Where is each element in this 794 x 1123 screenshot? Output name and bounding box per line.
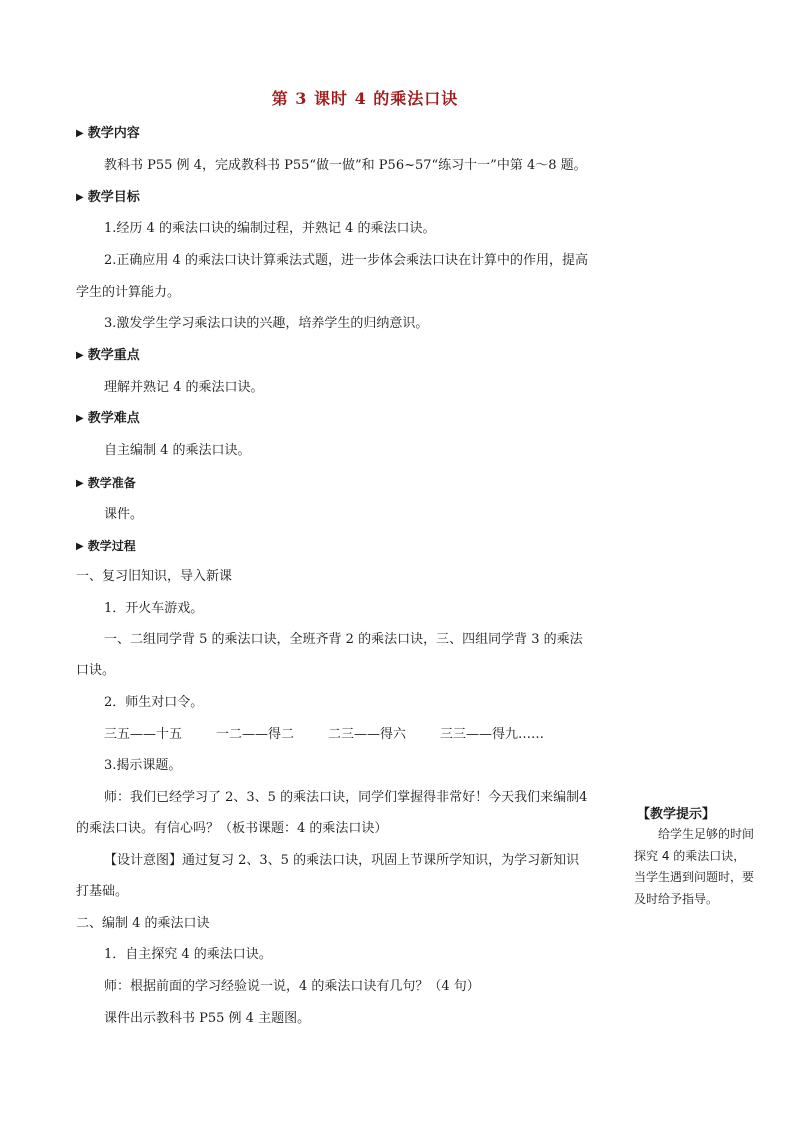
heading-difficulty: ▶ 教学难点 <box>76 409 140 429</box>
paragraph: 师：根据前面的学习经验说一说，4 的乘法口诀有几句？（4 句） <box>104 979 480 994</box>
paragraph: 2．师生对口令。 <box>104 695 204 710</box>
paragraph: 一、二组同学背 5 的乘法口诀，全班齐背 2 的乘法口诀，三、四组同学背 3 的乘法 <box>104 632 583 647</box>
paragraph: 3.揭示课题。 <box>104 758 182 773</box>
heading-key: ▶ 教学重点 <box>76 346 140 366</box>
heading-process: ▶ 教学过程 <box>76 536 136 557</box>
paragraph: 自主编制 4 的乘法口诀。 <box>104 443 251 458</box>
paragraph: 1．开火车游戏。 <box>104 601 204 616</box>
paragraph: 3.激发学生学习乘法口诀的兴趣，培养学生的归纳意识。 <box>104 316 429 331</box>
chant-item: 二三——得六 <box>328 727 407 742</box>
chant-item: 一二——得二 <box>216 727 295 742</box>
sidebar-text <box>634 824 754 910</box>
heading-content: ▶ 教学内容 <box>76 124 140 144</box>
paragraph: 师：我们已经学习了 2、3、5 的乘法口诀，同学们掌握得非常好！今天我们来编制4 <box>104 790 588 805</box>
section-heading: 一、复习旧知识，导入新课 <box>76 569 233 584</box>
paragraph: 打基础。 <box>76 884 129 899</box>
triangle-right-icon: ▶ <box>76 541 84 552</box>
paragraph: 2.正确应用 4 的乘法口诀计算乘法式题，进一步体会乘法口诀在计算中的作用，提高 <box>104 253 588 268</box>
paragraph: 口诀。 <box>76 663 116 678</box>
triangle-right-icon: ▶ <box>76 413 84 424</box>
paragraph: 1.经历 4 的乘法口诀的编制过程，并熟记 4 的乘法口诀。 <box>104 221 436 236</box>
triangle-right-icon: ▶ <box>76 192 84 203</box>
paragraph: 教科书 P55 例 4，完成教科书 P55“做一做”和 P56~57“练习十一”中第 4～8 题。 <box>104 158 587 173</box>
heading-prep: ▶ 教学准备 <box>76 473 136 494</box>
section-heading: 二、编制 4 的乘法口诀 <box>76 916 210 931</box>
chant-item: 三三——得九…… <box>440 727 545 742</box>
page-title: 第 3 课时 4 的乘法口诀 <box>271 89 459 108</box>
paragraph: 理解并熟记 4 的乘法口诀。 <box>104 380 264 395</box>
paragraph: 的乘法口诀。有信心吗？（板书课题：4 的乘法口诀） <box>76 821 388 836</box>
sidebar-title: 【教学提示】 <box>637 807 716 822</box>
triangle-right-icon: ▶ <box>76 128 84 139</box>
triangle-right-icon: ▶ <box>76 478 84 489</box>
paragraph: 学生的计算能力。 <box>76 285 181 300</box>
sidebar-paragraph: 给学生足够的时间探究 4 的乘法口诀，当学生遇到问题时，要及时给予指导。 <box>634 827 755 906</box>
triangle-right-icon: ▶ <box>76 350 84 361</box>
paragraph: 1．自主探究 4 的乘法口诀。 <box>104 947 272 962</box>
chant-item: 三五——十五 <box>104 727 183 742</box>
paragraph: 课件出示教科书 P55 例 4 主题图。 <box>104 1011 311 1026</box>
paragraph: 课件。 <box>104 507 144 522</box>
chant-row <box>104 725 544 745</box>
heading-goal: ▶ 教学目标 <box>76 188 140 208</box>
design-intent: 【设计意图】通过复习 2、3、5 的乘法口诀，巩固上节课所学知识，为学习新知识 <box>104 853 580 868</box>
